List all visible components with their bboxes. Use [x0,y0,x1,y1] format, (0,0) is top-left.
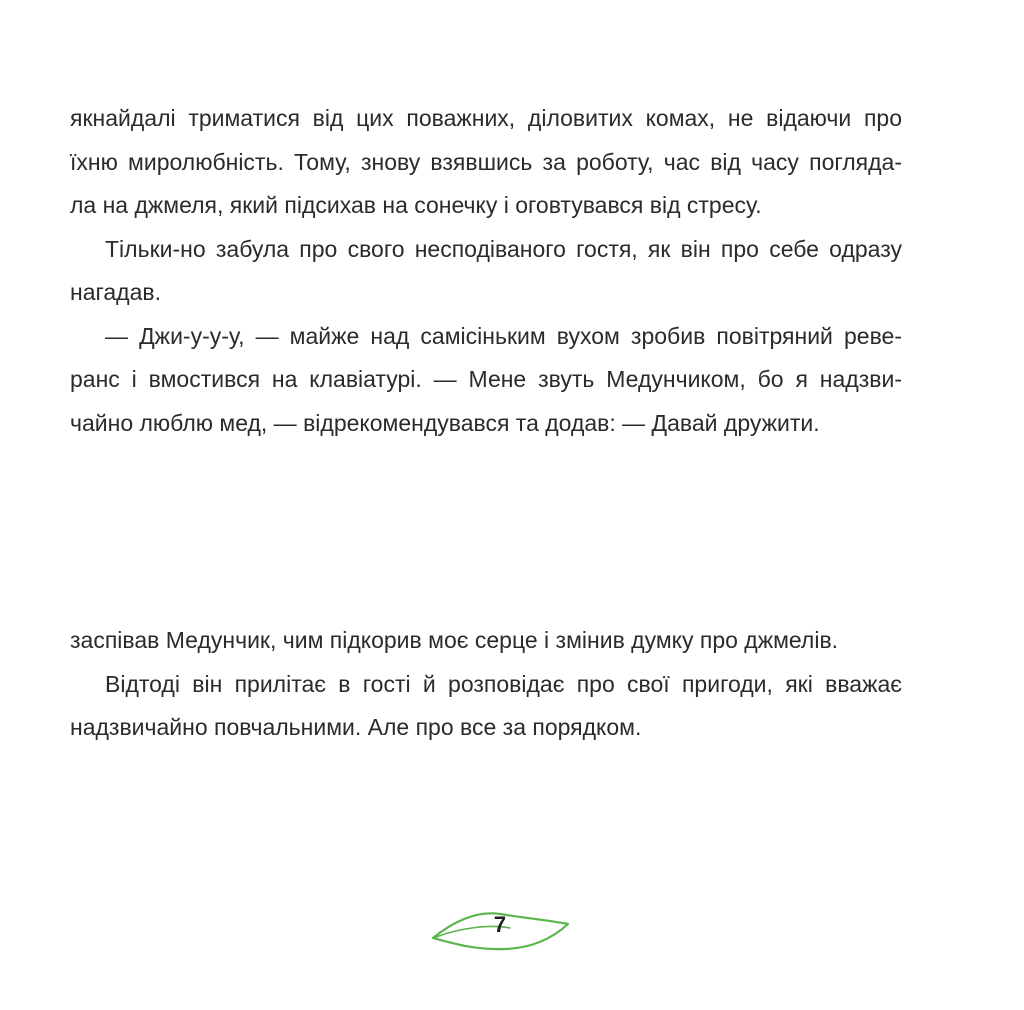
text-line: заспівав Медунчик, чим підкорив моє серце і змінив думку про джмелів. [70,627,839,653]
text-line: Тільки-но забула про свого несподіваного гостя, як він про себе одразу [105,235,902,262]
page-number: 7 [493,912,507,937]
poem-line [290,532,902,576]
poem-line [290,489,902,533]
page-number-footer [430,902,570,952]
text-line: чайно люблю мед, — відрекомендувався та додав: — Давай дружити. [70,409,820,436]
poem-line [290,445,902,489]
poem-line [290,576,902,620]
text-line: якнайдалі триматися від цих поважних, діловитих комах, не відаючи про [70,105,902,131]
page-body [70,97,902,750]
text-line: Відтоді він прилітає в гості й розповідає про свої пригоди, які вважає [105,670,902,697]
text-line: їхню миролюбність. Тому, знову взявшись за роботу, час від часу погляда- [70,148,902,175]
text-line: нагадав. [70,279,161,305]
text-line: ла на джмеля, який підсихав на сонечку і оговтувався від стресу. [70,192,762,218]
text-line: — Джи-у-у-у, — майже над самісіньким вухом зробив повітряний реве- [105,322,902,349]
poem-block [70,445,902,619]
text-line: ранс і вмостився на клавіатурі. — Мене звуть Медунчиком, бо я надзви- [70,366,902,392]
text-line: надзвичайно повчальними. Але про все за порядком. [70,714,642,740]
